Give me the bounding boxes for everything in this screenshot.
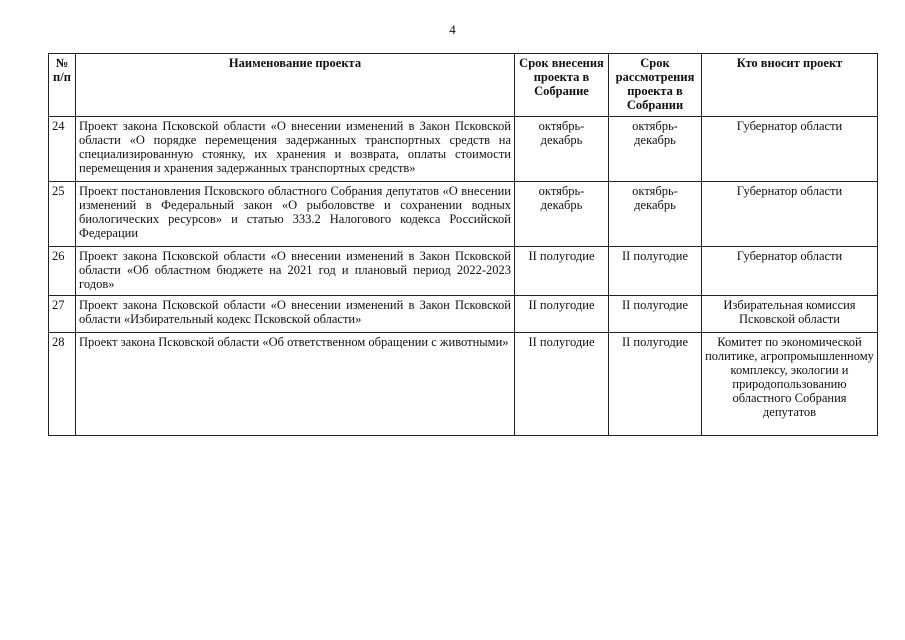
legislation-plan-table <box>48 53 878 436</box>
row-submit-term: II полугодие <box>515 247 609 296</box>
row-submitter: Избирательная комиссия Псковской области <box>702 296 878 333</box>
row-submitter: Комитет по экономической политике, агропромышленному комплексу, экологии и природопользованию областного Собрания депутатов <box>702 333 878 436</box>
table-row <box>49 333 878 436</box>
row-name: Проект закона Псковской области «О внесении изменений в Закон Псковской области «Об областном бюджете на 2021 год и плановый период 2022-2023 годов» <box>76 247 515 296</box>
header-submit-term: Срок внесения проекта в Собрание <box>515 54 609 117</box>
table-header-row <box>49 54 878 117</box>
row-num: 28 <box>49 333 76 436</box>
row-submitter: Губернатор области <box>702 182 878 247</box>
row-name: Проект закона Псковской области «О внесении изменений в Закон Псковской области «Избирательный кодекс Псковской области» <box>76 296 515 333</box>
row-review-term: II полугодие <box>609 247 702 296</box>
row-submit-term: октябрь-декабрь <box>515 117 609 182</box>
row-name: Проект закона Псковской области «Об ответственном обращении с животными» <box>76 333 515 436</box>
row-submitter: Губернатор области <box>702 247 878 296</box>
row-review-term: II полугодие <box>609 333 702 436</box>
header-review-term: Срок рассмотрения проекта в Собрании <box>609 54 702 117</box>
row-num: 25 <box>49 182 76 247</box>
row-num: 26 <box>49 247 76 296</box>
table-row <box>49 247 878 296</box>
row-submit-term: октябрь-декабрь <box>515 182 609 247</box>
header-name: Наименование проекта <box>76 54 515 117</box>
row-review-term: октябрь-декабрь <box>609 117 702 182</box>
header-submitter: Кто вносит проект <box>702 54 878 117</box>
row-submit-term: II полугодие <box>515 333 609 436</box>
row-submitter: Губернатор области <box>702 117 878 182</box>
row-submit-term: II полугодие <box>515 296 609 333</box>
header-num: № п/п <box>49 54 76 117</box>
page-number: 4 <box>449 22 456 37</box>
table-row <box>49 117 878 182</box>
row-name: Проект постановления Псковского областного Собрания депутатов «О внесении изменений в Федеральный закон «О рыболовстве и сохранении водных биологических ресурсов» и статью 333.2 Налогового кодекса Российской Федерации <box>76 182 515 247</box>
table-row <box>49 182 878 247</box>
row-num: 24 <box>49 117 76 182</box>
row-name: Проект закона Псковской области «О внесении изменений в Закон Псковской области «О порядке перемещения задержанных транспортных средств на специализированную стоянку, их хранения и возврата, оплаты стоимости перемещения и хранения задержанных транспортных средств» <box>76 117 515 182</box>
row-review-term: II полугодие <box>609 296 702 333</box>
row-num: 27 <box>49 296 76 333</box>
row-review-term: октябрь-декабрь <box>609 182 702 247</box>
table-row <box>49 296 878 333</box>
